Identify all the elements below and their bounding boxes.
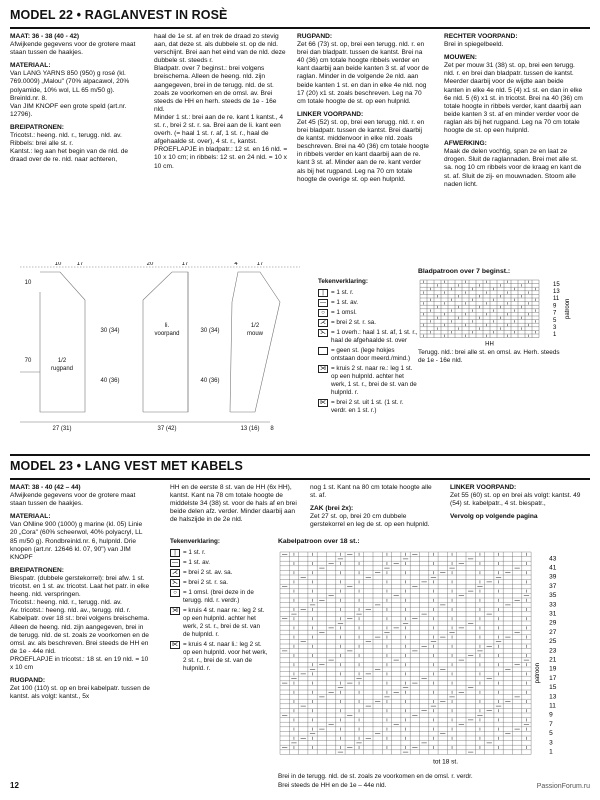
m22-col3 <box>297 33 431 184</box>
row-number: 23 <box>549 647 557 655</box>
m22-col4 <box>444 33 584 189</box>
legend-row <box>170 559 268 567</box>
legend-text: = 1 st. av. <box>183 559 211 566</box>
m23c2-para: HH en de eerste 8 st. van de HH (6x HH), kantst. Kant na 78 cm totale hoogte de middelste 34 (38) st. voor de hals af en brei beide delen afz. verder. Minder daarbij aan de halszijde in de 2e nld. <box>170 484 297 524</box>
m23-chart-note1: Brei in de terugg. nld. de st. zoals ze voorkomen en de omsl. r. verdr. <box>278 773 473 780</box>
dim-17c: 17 <box>256 262 264 267</box>
row-number: 27 <box>549 628 557 636</box>
row-number: 3 <box>553 324 557 331</box>
row-number: 33 <box>549 601 557 609</box>
m23-col1 <box>10 484 150 701</box>
m23-col4 <box>450 484 585 521</box>
m23c1-para: Zet 100 (110) st. op en brei kabelpatr. tussen de kantst. als volgt: kantst., 5x <box>10 685 150 701</box>
dim-17b: 17 <box>181 262 189 267</box>
m23c1-para: PROEFLAPJE in tricotst.: 18 st. en 19 nld. = 10 x 10 cm <box>10 655 149 671</box>
legend-text: = brei 2 st. r. sa. <box>183 579 228 586</box>
m22-col2 <box>154 33 288 171</box>
model22-title: MODEL 22 • RAGLANVEST IN ROSÈ <box>10 8 228 22</box>
m23c4-para: LINKER VOORPAND: <box>450 484 517 491</box>
m23-legend <box>170 538 268 675</box>
m22c2-para: Minder 1 st.: brei aan de re. kant 1 kantst., 4 st. r., brei 2 st. r. sa. Brei aan de li. kant een overh. (= haal 1 st. r. af, 1 st. r., haal de afgehaalde st. over), 4 st. r., kantst. <box>154 113 284 146</box>
m23-col3 <box>310 484 435 529</box>
legend-row <box>170 579 268 587</box>
dim-4: 4 <box>234 262 238 267</box>
m22c4-para: RECHTER VOORPAND: <box>444 33 518 40</box>
legend-row <box>318 319 418 327</box>
m23c1-para: MAAT: 38 - 40 (42 – 44) <box>10 484 81 491</box>
row-number: 17 <box>549 674 557 682</box>
m23c1-para: Tricotst.: heeng. nld. r., terugg. nld. av. <box>10 599 122 607</box>
m23-col2 <box>170 484 300 524</box>
m22-schematic <box>10 262 310 432</box>
m23-chart-title: Kabelpatroon over 18 st.: <box>278 538 360 545</box>
row-number: 13 <box>553 288 560 295</box>
dim-side-40b: 40 (36) <box>200 378 220 384</box>
m22c3-para: Zet 45 (52) st. op, brei een terugg. nld. r. en brei bladpatr. tussen de kantst. Brei daarbij de kantst. middenvoor in elke nld. zoals beschreven. Brei na 40 (36) cm totale hoogte in ribbels verder en kant daarbij aan de re. kant 3 st. af. Minder aan de re. kant verder als bij het rugpand. Leg na 70 cm totale hoogte de overige st. op een hulpnld. <box>297 118 429 183</box>
legend-symbol-icon: — <box>172 560 178 566</box>
page-number: 12 <box>10 781 19 790</box>
m23c1-para: Afwijkende gegevens voor de grotere maat staan tussen de haakjes. <box>10 492 136 508</box>
m22c2-para: PROEFLAPJE in bladpatr.: 12 st. en 16 nld. = 10 x 10 cm; in ribbels: 12 st. en 24 nld. = 10 x 10 cm. <box>154 146 288 170</box>
legend-row <box>170 569 268 577</box>
m22c1-para: Afwijkende gegevens voor de grotere maat staan tussen de haakjes. <box>10 41 136 57</box>
m23c4-para: Zet 55 (60) st. op en brei als volgt: kantst. 49 (54) st. kabelpatr., 4 st. biespatr., <box>450 492 581 508</box>
dim-side-30b: 30 (34) <box>200 328 220 334</box>
row-number: 11 <box>553 296 560 303</box>
m22c3-para: LINKER VOORPAND: <box>297 110 364 118</box>
row-number: 15 <box>553 281 560 288</box>
legend-text: = 1 st. r. <box>183 549 206 556</box>
m22c1-para: Tricotst.: heeng. nld. r., terugg. nld. av. <box>10 132 122 140</box>
m22c1-para: MATERIAAL: <box>10 62 51 70</box>
row-number: 21 <box>549 656 557 664</box>
row-number: 31 <box>549 610 557 618</box>
dim-bot-8: 8 <box>270 426 274 432</box>
m22-lbl-rugpand-b: rugpand <box>50 366 74 372</box>
legend-symbol-icon: ⋌ <box>320 320 326 326</box>
legend-symbol-icon: ⋊ <box>320 366 326 372</box>
legend-symbol-icon: ⋉ <box>172 642 178 648</box>
m23c3-para: Zet 27 st. op, brei 20 cm dubbele gerstekorrel en leg de st. op een hulpnld. <box>310 513 430 529</box>
row-number: 29 <box>549 619 557 627</box>
legend-text: = brei 2 st. r. sa. <box>331 319 376 326</box>
row-number: 9 <box>549 711 553 719</box>
chart-hh-label: HH <box>485 341 494 346</box>
dim-side-40: 40 (36) <box>100 378 120 384</box>
m22-lbl-voorpand-b: voorpand <box>154 331 180 337</box>
legend-text: = geen st. (lege hokjes ontstaan door meerd./mind.) <box>331 347 411 362</box>
row-number: 5 <box>549 730 553 738</box>
m22c4-para: AFWERKING: <box>444 140 487 148</box>
m22c1-para: MAAT: 36 - 38 (40 - 42) <box>10 33 80 40</box>
row-number: 15 <box>549 684 557 692</box>
legend-row <box>318 309 418 317</box>
m23c1-para: RUGPAND: <box>10 677 46 685</box>
m22-chart <box>418 278 588 346</box>
legend-text: = 1 omsl. (brei deze in de terugg. nld. r. verdr.) <box>183 589 254 604</box>
m22-chart-title: Bladpatroon over 7 beginst.: <box>418 268 511 275</box>
legend-symbol-icon: ⋋ <box>172 580 178 586</box>
m22c1-para: Van JIM KNOPF een grote speld (art.nr. 12796). <box>10 102 127 118</box>
m22c4-para: Brei in spiegelbeeld. <box>444 41 504 49</box>
m23c1-para: Kabelpatr. over 18 st.: brei volgens breischema. Alleen de heeng. nld. zijn aangegeven, brei in de terugg. nld. de st. zoals ze voorkomen en de omsl. av. als beschreven. Brei steeds de HH en de 1e - 44e nld. <box>10 615 150 655</box>
m22-col1 <box>10 33 144 164</box>
row-number: 5 <box>553 317 557 324</box>
m23c4-para: Vervolg op volgende pagina <box>450 513 538 521</box>
legend-symbol-icon: | <box>318 289 328 297</box>
m22-lbl-mouw-a: 1/2 <box>250 323 260 329</box>
legend-row <box>318 347 418 363</box>
dim-side-30: 30 (34) <box>100 328 120 334</box>
chart-side-label: patroon <box>535 663 542 684</box>
watermark: PassionForum.ru <box>536 783 590 790</box>
dim-side-70: 70 <box>24 358 32 364</box>
row-number: 25 <box>549 638 557 646</box>
row-number: 11 <box>549 702 556 710</box>
row-number: 1 <box>553 332 557 339</box>
legend-row <box>318 299 418 307</box>
dim-side-10: 10 <box>24 280 32 286</box>
m22-legend <box>318 278 418 417</box>
row-number: 35 <box>549 592 557 600</box>
legend-text: = 1 st. r. <box>331 289 354 296</box>
legend-row <box>170 641 268 673</box>
row-number: 19 <box>549 665 557 673</box>
legend-symbol-icon: ⋊ <box>172 608 178 614</box>
m23c1-para: Van ONline 900 (1000) g marine (kl. 05) Linie 20 „Cora" (60% scheerwol, 40% polyacryl, LL 85 m/50 g). Rondbreinld.nr. 6, hulpnld. Drie knopen (art.nr. 12646 kl. 07, 90") van JIM KNOPF <box>10 521 143 561</box>
row-number: 9 <box>553 303 557 310</box>
m23-chart-note2: Brei steeds de HH en de 1e – 44e nld. <box>278 782 387 789</box>
legend-text: = 1 omsl. <box>331 309 357 316</box>
model23-rule <box>10 478 590 480</box>
m22c3-para: RUGPAND: <box>297 33 333 40</box>
legend-text: = kruis 2 st. naar re.: leg 1 st. op een hulpnld. achter het werk, 1 st. r., brei de st. van de hulpnld. r. <box>331 365 417 396</box>
m22c4-para: MOUWEN: <box>444 54 477 62</box>
m23c3-para: ZAK (brei 2x): <box>310 505 354 513</box>
model23-rule-top <box>10 454 590 456</box>
legend-text: = brei 2 st. uit 1 st. (1 st. r. verdr. en 1 st. r.) <box>331 399 404 414</box>
m22c2-para: Bladpatr. over 7 beginst.: brei volgens breischema. Alleen de heeng. nld. zijn aangegeven, brei in de terugg. nld. de st. zoals ze voorkomen en de omsl. av. Brei steeds de HH en herh. steeds de 1e - 16e nld. <box>154 65 277 113</box>
dim-20: 20 <box>146 262 154 267</box>
row-number: 3 <box>549 739 553 747</box>
legend-symbol-icon <box>318 347 328 355</box>
m22c1-para: Ribbels: brei alle st. r. <box>10 140 74 148</box>
row-number: 39 <box>549 573 557 581</box>
row-number: 43 <box>549 555 557 563</box>
m23-chart <box>278 548 588 773</box>
m22c1-para: Kantst.: leg aan het begin van de nld. de draad over de re. nld. naar achteren, <box>10 148 129 164</box>
row-number: 1 <box>549 748 553 756</box>
m22-lbl-voorpand-a: li. <box>164 323 170 329</box>
dim-10: 10 <box>54 262 62 267</box>
legend-row <box>318 365 418 397</box>
m22c4-para: Maak de delen vochtig, span ze en laat ze drogen. Sluit de raglannaden. Brei met alle st. sa. nog 10 cm ribbels voor de kraag en kant de st. af. Sluit de zij- en mouwnaden. Stoom alle naden licht. <box>444 148 582 188</box>
legend-symbol-icon: ⋋ <box>320 330 326 336</box>
legend-title: Tekenverklaring: <box>170 538 220 545</box>
legend-symbol-icon: | <box>170 549 180 557</box>
row-number: 37 <box>549 582 557 590</box>
legend-text: = 1 st. av. <box>331 299 359 306</box>
legend-text: = 1 overh.: haal 1 st. af, 1 st. r., haal de afgehaalde st. over <box>331 329 418 344</box>
legend-symbol-icon: ○ <box>170 589 180 597</box>
legend-row <box>170 549 268 557</box>
legend-title: Tekenverklaring: <box>318 278 368 285</box>
model22-rule <box>10 27 590 29</box>
legend-row <box>318 329 418 345</box>
m23c1-para: MATERIAAL: <box>10 513 51 521</box>
m23c3-para: nog 1 st. Kant na 80 cm totale hoogte alle st. af. <box>310 484 432 500</box>
row-number: 7 <box>549 720 553 728</box>
legend-text: = brei 2 st. av. sa. <box>183 569 233 576</box>
legend-symbol-icon: — <box>320 300 326 306</box>
chart-bottom-label: tot 18 st. <box>433 758 459 766</box>
dim-bot-27: 27 (31) <box>52 426 72 432</box>
m22c3-para: Zet 66 (73) st. op, brei een terugg. nld. r. en brei dan bladpatr. tussen de kantst. Brei na 40 (36) cm totale hoogte ribbels verder en kant daarbij aan beide kanten 3 st. af voor de raglan. Minder in de volgende 2e nld. aan beide kanten 1 st. en dan in elke 4e nld. nog 17 (20) x1 st. zoals beschreven. Leg na 70 cm totale hoogte de st. op een hulpnld. <box>297 41 429 105</box>
row-number: 13 <box>549 693 557 701</box>
legend-symbol-icon: ⋌ <box>172 570 178 576</box>
m22-chart-note: Terugg. nld.: brei alle st. en omsl. av. Herh. steeds de 1e - 16e nld. <box>418 349 560 364</box>
legend-symbol-icon: ⋉ <box>320 400 326 406</box>
m23c1-para: Biespatr. (dubbele gerstekorrel): brei afw. 1 st. tricotst. en 1 st. av. tricotst. Laat het patr. in elke heeng. nld. verspringen. <box>10 574 150 599</box>
chart-side-label: patroon <box>565 298 571 319</box>
m22c1-para: Van LANG YARNS 850 (950) g rosé (kl. 769.0009) „Malou" (70% alpacawol, 20% polyamide, 10% wol, LL 65 m/50 g). Breinld.nr. 8. <box>10 70 130 102</box>
row-number: 7 <box>553 310 557 317</box>
m23c1-para: Av. tricotst.: heeng. nld. av., terugg. nld. r. <box>10 607 131 615</box>
legend-row <box>170 589 268 605</box>
m22-lbl-mouw-b: mouw <box>246 331 264 337</box>
legend-row <box>170 607 268 639</box>
dim-bot-37: 37 (42) <box>157 426 177 432</box>
legend-row <box>318 399 418 415</box>
row-number: 41 <box>549 564 557 572</box>
m22c4-para: Zet per mouw 31 (38) st. op, brei een terugg. nld. r. en brei dan bladpatr. tussen de kantst. Meerder daarbij voor de wijdte aan beide kanten in elke 4e nld. 5 (4) x1 st. en dan in elke 6e nld. 5 (6) x1 st. in tricotst. Brei na 40 (36) cm totale hoogte in ribbels verder, kant daarbij aan beide kanten 3 st. af en minder verder voor de raglan als bij het rugpand. Leg na 70 cm totale hoogte de st. op een hulpnld. <box>444 62 583 135</box>
legend-row <box>318 289 418 297</box>
m23c1-para: BREIPATRONEN: <box>10 566 64 574</box>
model23-title: MODEL 23 • LANG VEST MET KABELS <box>10 459 243 473</box>
legend-text: = kruis 4 st. naar re.: leg 2 st. op een hulpnld. achter het werk, 2 st. r., brei de st. van de hulpnld. r. <box>183 607 265 638</box>
legend-text: = kruis 4 st. naar li.: leg 2 st. op een hulpnld. voor het werk, 2 st. r., brei de st. van de hulpnld. r. <box>183 641 268 672</box>
legend-symbol-icon: ○ <box>318 309 328 317</box>
dim-bot-13: 13 (16) <box>240 426 260 432</box>
m22c2-para: haal de 1e st. af en trek de draad zo stevig aan, dat deze st. als dubbele st. op de nld. verschijnt. Brei aan het eind van de nld. deze dubbele st. steeds r. <box>154 33 286 65</box>
dim-17: 17 <box>76 262 84 267</box>
m22-lbl-rugpand-a: 1/2 <box>57 358 67 364</box>
m22c1-para: BREIPATRONEN: <box>10 123 64 131</box>
